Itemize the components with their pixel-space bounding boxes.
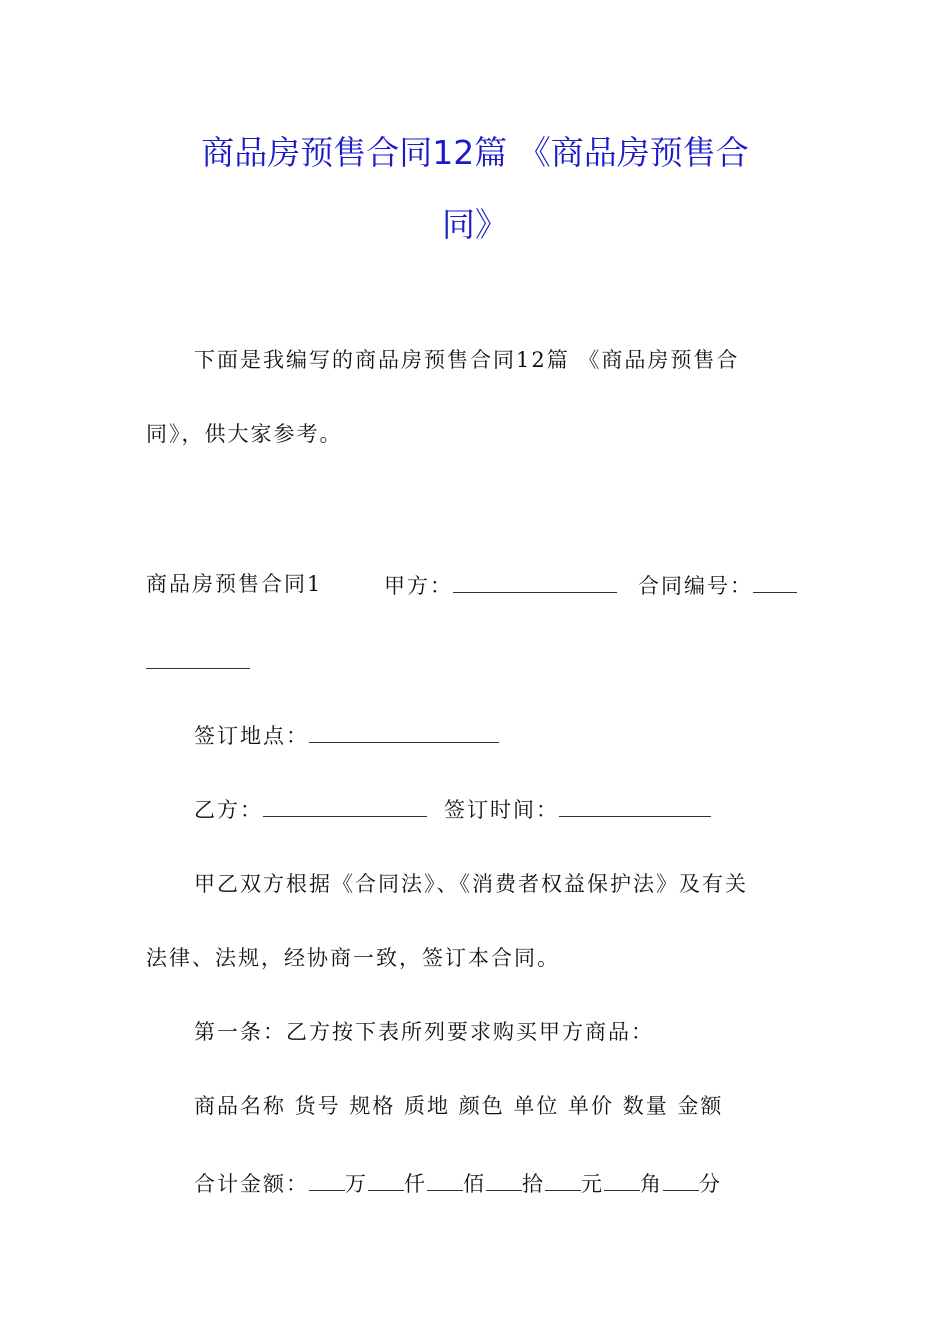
unit-qian: 仟 [404,1172,427,1196]
contract-no-blank-continued [146,650,250,669]
party-b-label: 乙方： [194,798,263,822]
sign-place-label: 签订地点： [194,724,309,748]
intro-line-1: 下面是我编写的商品房预售合同12篇 《商品房预售合 [194,348,740,372]
article-1: 第一条：乙方按下表所列要求购买甲方商品： [194,1020,654,1044]
sign-time-blank [559,798,711,817]
sign-time-field [444,798,711,821]
sign-place-blank [309,724,499,743]
unit-jiao: 角 [640,1172,663,1196]
amount-blank-bai [427,1172,463,1191]
party-b-field [194,798,427,821]
party-a-blank [453,574,617,593]
contract-no-blank [753,574,797,593]
contract-no-field [638,574,797,597]
sign-time-label: 签订时间： [444,798,559,822]
amount-blank-yuan [545,1172,581,1191]
amount-blank-jiao [604,1172,640,1191]
document-title-line-1: 商品房预售合同12篇 《商品房预售合 [201,133,749,172]
amount-blank-shi [486,1172,522,1191]
sign-place-field [194,724,499,747]
total-amount-label: 合计金额： [194,1172,309,1196]
intro-line-2: 同》，供大家参考。 [146,422,343,446]
document-title-line-2: 同》 [442,205,508,244]
unit-bai: 佰 [463,1172,486,1196]
unit-yuan: 元 [581,1172,604,1196]
contract-heading: 商品房预售合同1 [146,572,323,596]
amount-blank-fen [663,1172,699,1191]
basis-line-2: 法律、法规，经协商一致，签订本合同。 [146,946,560,970]
total-amount-field [194,1172,722,1195]
unit-wan: 万 [345,1172,368,1196]
basis-line-1: 甲乙双方根据《合同法》、《消费者权益保护法》及有关 [194,872,748,896]
party-a-label: 甲方： [384,574,453,598]
party-a-field [384,574,617,597]
amount-blank-wan [309,1172,345,1191]
goods-table-header: 商品名称 货号 规格 质地 颜色 单位 单价 数量 金额 [194,1094,724,1118]
unit-shi: 拾 [522,1172,545,1196]
amount-blank-qian [368,1172,404,1191]
contract-no-label: 合同编号： [638,574,753,598]
unit-fen: 分 [699,1172,722,1196]
party-b-blank [263,798,427,817]
